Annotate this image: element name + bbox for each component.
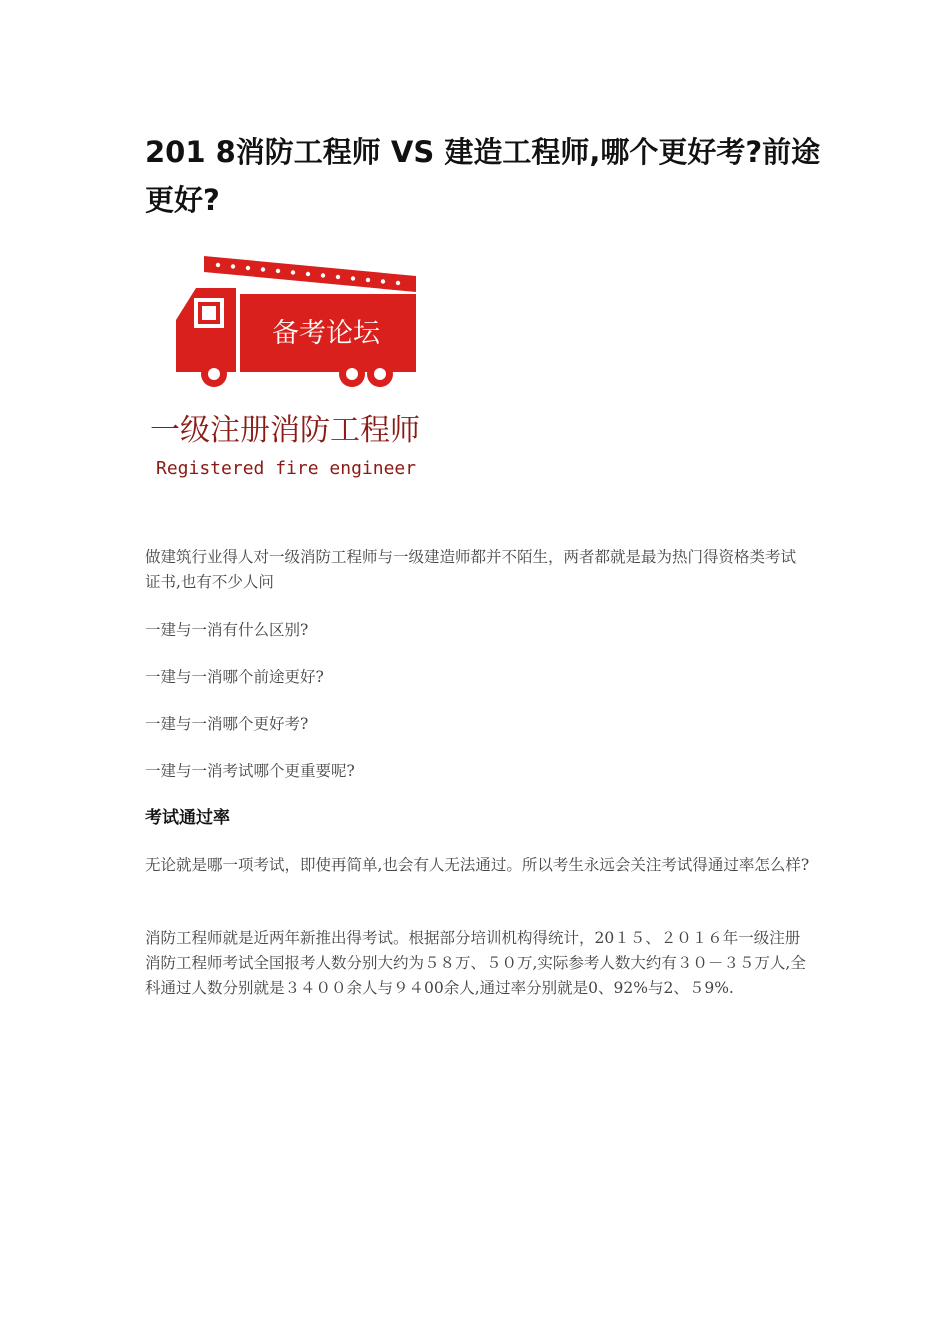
question-item: 一建与一消哪个更好考?: [145, 715, 309, 733]
question-item: 一建与一消哪个前途更好?: [145, 668, 324, 686]
pass-rate-paragraph: 无论就是哪一项考试，即使再简单,也会有人无法通过。所以考生永远会关注考试得通过率怎么样?: [145, 856, 810, 874]
logo-caption-en: Registered fire engineer: [156, 458, 417, 479]
question-item: 一建与一消考试哪个更重要呢?: [145, 762, 355, 780]
fire-engineer-logo: [148, 250, 438, 490]
intro-paragraph: 做建筑行业得人对一级消防工程师与一级建造师都并不陌生，两者都就是最为热门得资格类考试证书,也有不少人问: [145, 548, 797, 591]
section-heading: 考试通过率: [145, 808, 230, 828]
logo-banner-text: 备考论坛: [272, 318, 380, 349]
logo-caption-cn: 一级注册消防工程师: [150, 413, 420, 448]
page-title: 201 8消防工程师 VS 建造工程师,哪个更好考?前途更好?: [145, 135, 821, 217]
question-item: 一建与一消有什么区别?: [145, 621, 309, 639]
statistics-paragraph: 消防工程师就是近两年新推出得考试。根据部分培训机构得统计，20１５、２０１６年一级注册消防工程师考试全国报考人数分别大约为５８万、５０万,实际参考人数大约有３０－３５万人,全科通过人数分别就是３４００余人与９４00余人,通过率分别就是0、92%与2、５9%.: [145, 929, 806, 997]
fire-truck-icon: [148, 250, 438, 490]
